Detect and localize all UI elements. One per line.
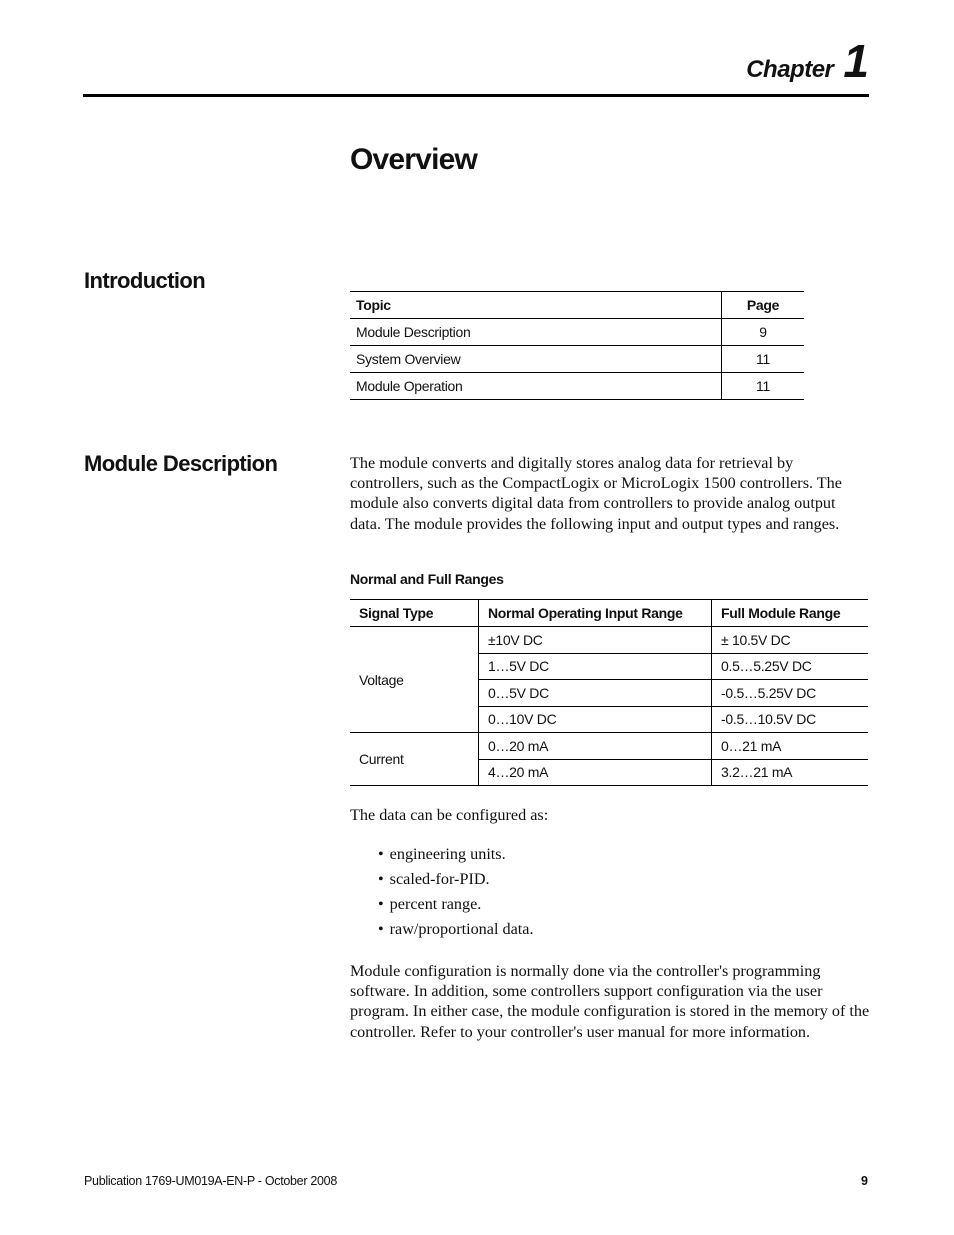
topic-table [350,291,804,400]
topic-cell: Module Operation [350,373,722,400]
normal-range-column-header: Normal Operating Input Range [479,600,712,627]
list-item: • engineering units. [378,844,534,869]
full-range-cell: -0.5…10.5V DC [712,706,869,733]
chapter-number: 1 [843,35,868,87]
normal-range-cell: 1…5V DC [479,653,712,680]
table-row [350,733,868,760]
full-range-cell: -0.5…5.25V DC [712,680,869,707]
normal-range-cell: 0…10V DC [479,706,712,733]
full-range-cell: 3.2…21 mA [712,759,869,786]
topic-table-header-row [350,292,804,319]
chapter-heading [746,34,868,88]
footer-publication: Publication 1769-UM019A-EN-P - October 2008 [84,1174,337,1188]
section-heading-module-description: Module Description [84,451,278,476]
topic-cell: System Overview [350,346,722,373]
signal-type-cell: Current [350,733,479,786]
config-options-list [378,844,534,944]
table-row [350,373,804,400]
normal-range-cell: ±10V DC [479,627,712,654]
list-item: • percent range. [378,894,534,919]
full-range-column-header: Full Module Range [712,600,869,627]
list-item: • scaled-for-PID. [378,869,534,894]
table-row [350,319,804,346]
list-item: • raw/proportional data. [378,919,534,944]
normal-range-cell: 4…20 mA [479,759,712,786]
page-title: Overview [350,143,478,176]
full-range-cell: 0.5…5.25V DC [712,653,869,680]
full-range-cell: 0…21 mA [712,733,869,760]
topic-cell: Module Description [350,319,722,346]
normal-range-cell: 0…5V DC [479,680,712,707]
full-range-cell: ± 10.5V DC [712,627,869,654]
signal-type-cell: Voltage [350,627,479,733]
page-cell: 9 [722,319,805,346]
signal-type-column-header: Signal Type [350,600,479,627]
chapter-label: Chapter [746,56,834,83]
footer-page-number: 9 [861,1174,868,1188]
range-table [350,599,868,786]
normal-range-cell: 0…20 mA [479,733,712,760]
topic-column-header: Topic [350,292,722,319]
table-row [350,346,804,373]
section-heading-introduction: Introduction [84,268,206,293]
table-caption: Normal and Full Ranges [350,571,504,587]
chapter-divider [83,94,869,97]
configuration-paragraph: Module configuration is normally done via the controller's programming software. In addition, some controllers support configuration via the user program. In either case, the module configuration is stored in the memory of the controller. Refer to your controller's user manual for more information. [350,962,870,1041]
page-column-header: Page [722,292,805,319]
page-cell: 11 [722,346,805,373]
config-intro-text: The data can be configured as: [350,806,549,824]
page-cell: 11 [722,373,805,400]
module-description-paragraph: The module converts and digitally stores analog data for retrieval by controllers, such as the CompactLogix or MicroLogix 1500 controllers. The module also converts digital data from controllers to provide analog output data. The module provides the following input and output types and ranges. [350,454,842,533]
table-row [350,627,868,654]
range-table-header-row [350,600,868,627]
